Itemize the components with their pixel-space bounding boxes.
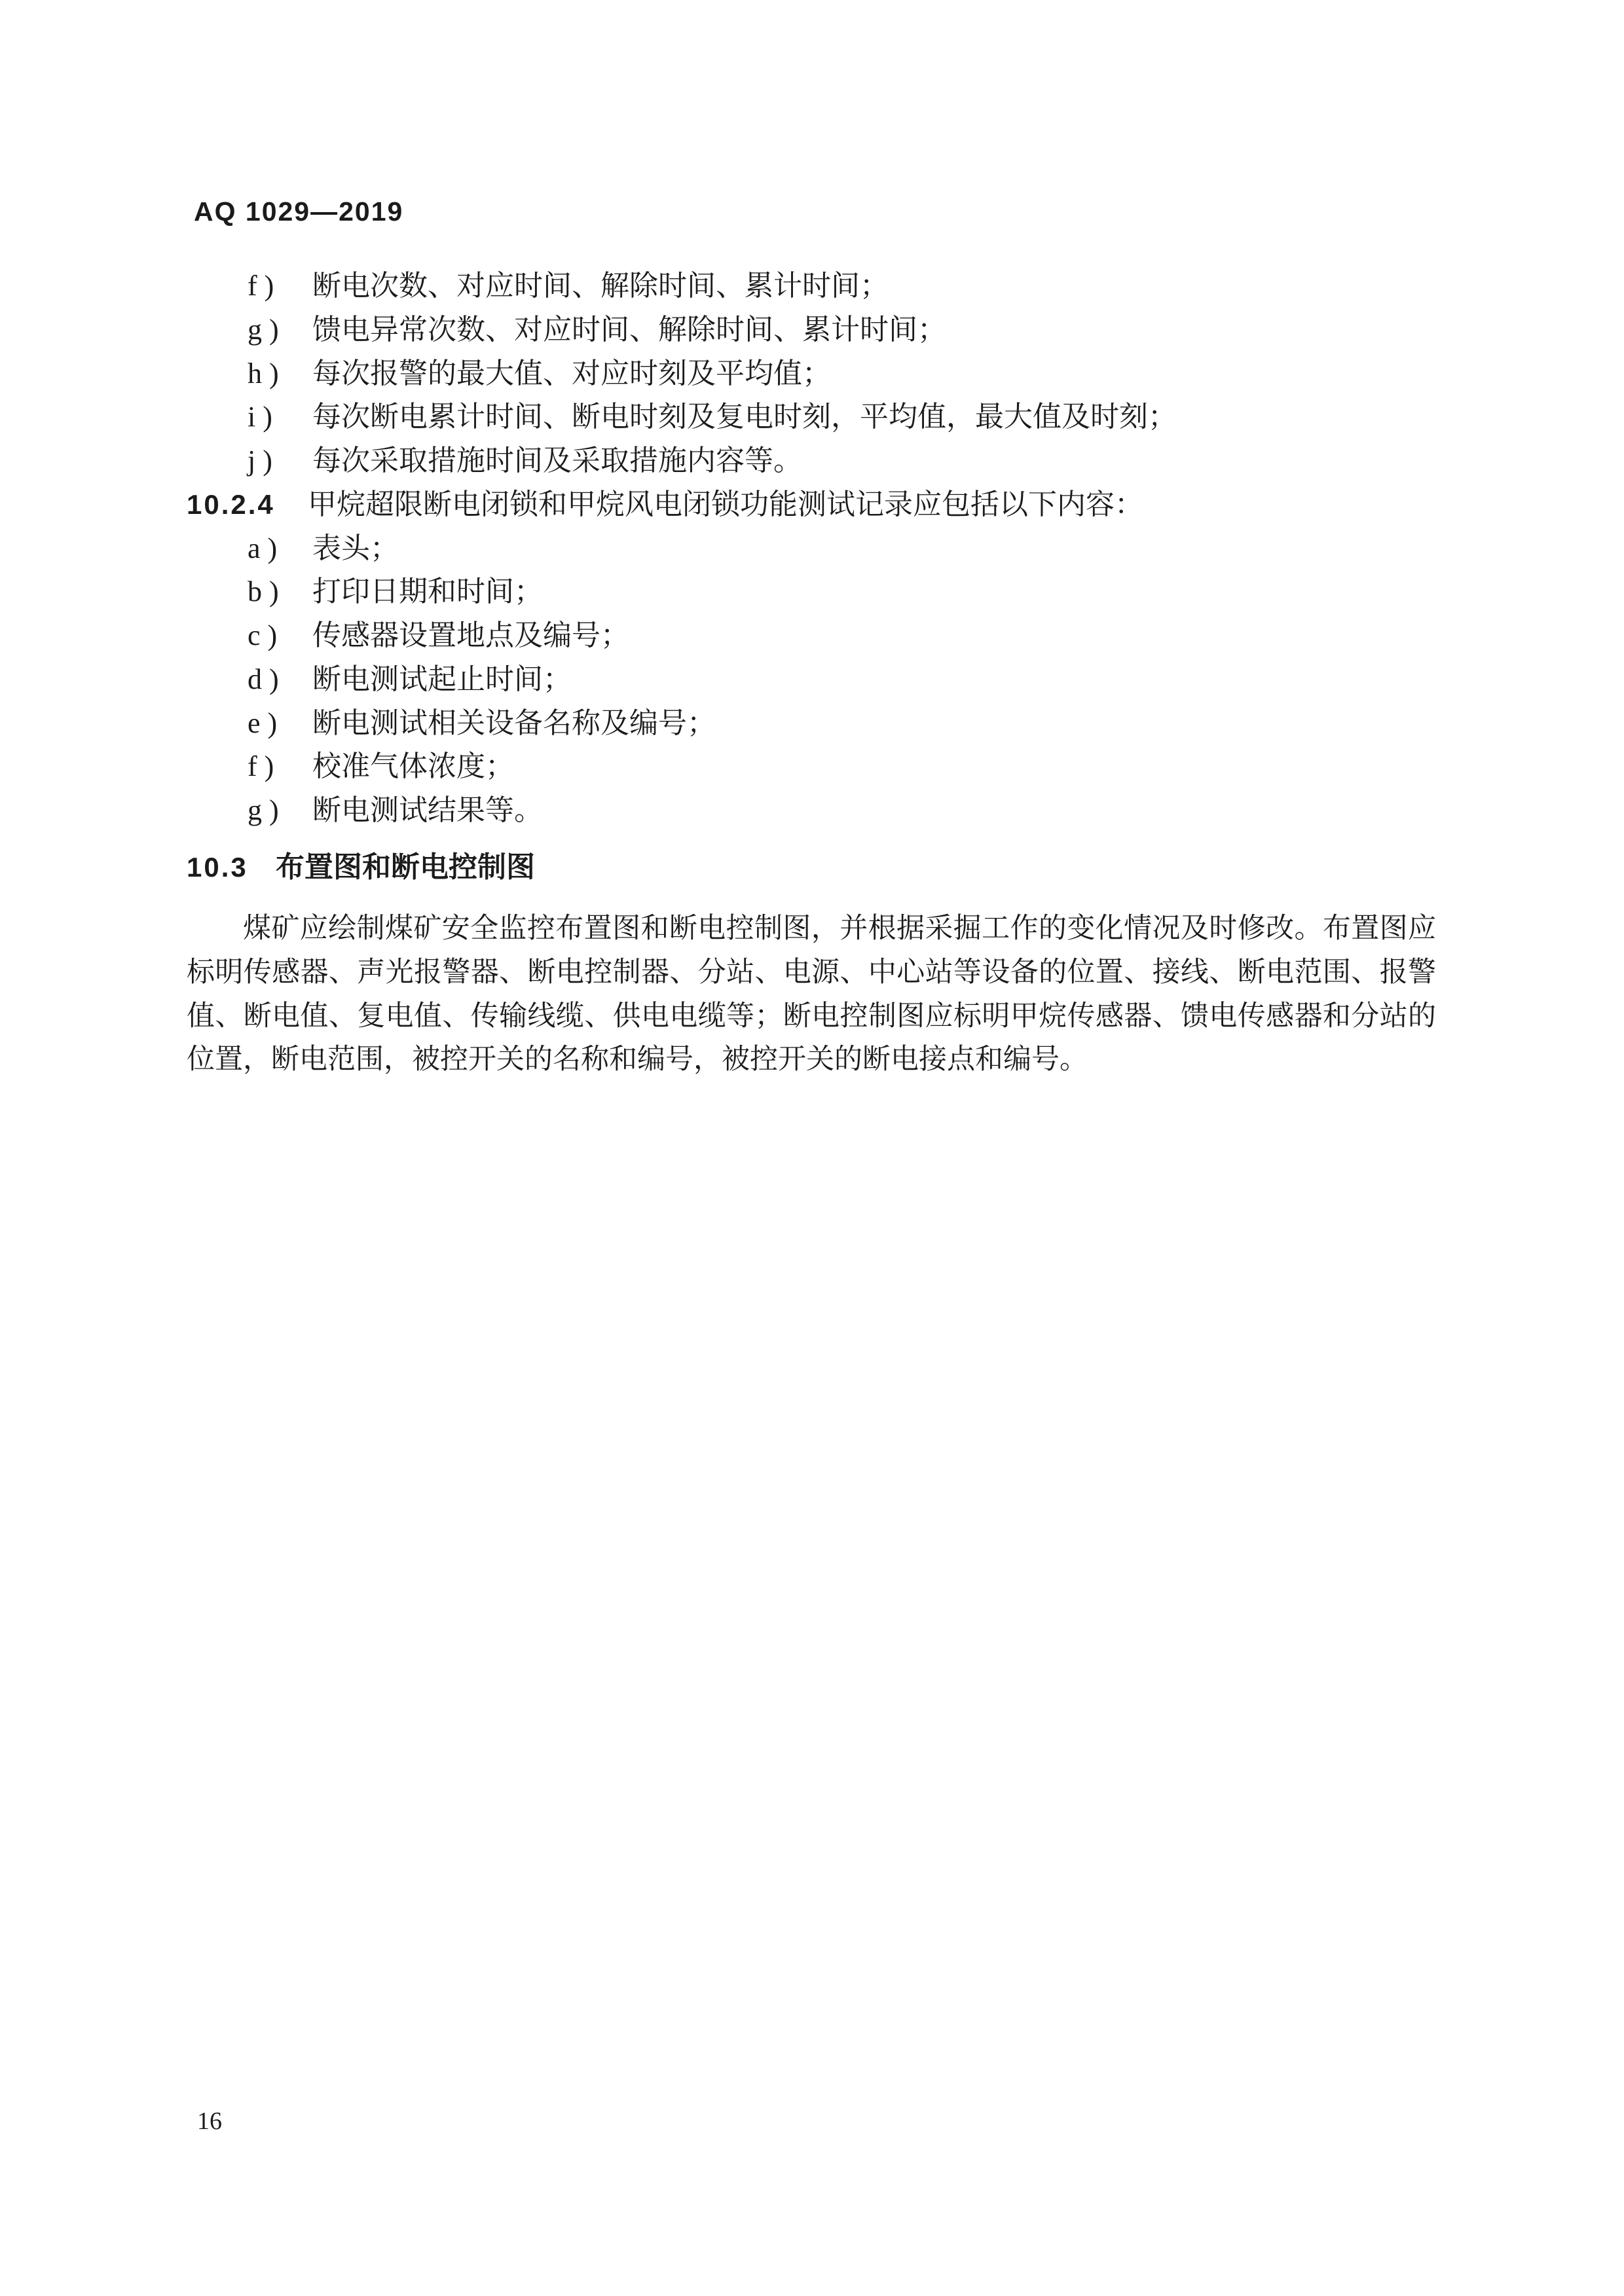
list-item-text: 每次断电累计时间、断电时刻及复电时刻，平均值，最大值及时刻； [312, 401, 1177, 433]
list-item-text: 传感器设置地点及编号； [312, 619, 629, 651]
list-item-label: a ) [248, 532, 278, 564]
list-item-text: 校准气体浓度； [312, 750, 514, 783]
list-item [187, 658, 1436, 702]
list-item-label: j ) [248, 445, 272, 477]
list-item [187, 745, 1436, 789]
list-item-text: 馈电异常次数、对应时间、解除时间、累计时间； [312, 313, 946, 346]
list-item [187, 527, 1436, 571]
content-block [187, 264, 1436, 833]
doc-code-header: AQ 1029—2019 [194, 196, 404, 227]
list-item-text: 断电测试相关设备名称及编号； [312, 706, 716, 739]
list-item-text: 断电次数、对应时间、解除时间、累计时间； [312, 270, 889, 302]
list-item-label: h ) [248, 357, 279, 390]
list-item [187, 789, 1436, 833]
list-item-label: d ) [248, 663, 279, 695]
list-item-text: 每次报警的最大值、对应时刻及平均值； [312, 357, 831, 390]
section-paragraph: 煤矿应绘制煤矿安全监控布置图和断电控制图，并根据采掘工作的变化情况及时修改。布置图应标明传感器、声光报警器、断电控制器、分站、电源、中心站等设备的位置、接线、断电范围、报警值、断电值、复电值、传输线缆、供电电缆等；断电控制图应标明甲烷传感器、馈电传感器和分站的位置，断电范围，被控开关的名称和编号，被控开关的断电接点和编号。 [187, 913, 1436, 1076]
clause-number: 10.2.4 [187, 488, 275, 520]
list-item [187, 614, 1436, 658]
list-item [187, 308, 1436, 352]
list-item-label: f ) [248, 750, 274, 783]
clause-text: 甲烷超限断电闭锁和甲烷风电闭锁功能测试记录应包括以下内容： [308, 488, 1143, 520]
list-item-label: i ) [248, 401, 272, 433]
section-title: 布置图和断电控制图 [276, 851, 535, 883]
list-item-label: b ) [248, 575, 279, 608]
clause-10-2-4 [187, 483, 1436, 527]
list-item-text: 表头； [312, 532, 399, 564]
list-item [187, 395, 1436, 439]
list-item-text: 断电测试起止时间； [312, 663, 572, 695]
list-item-label: e ) [248, 706, 278, 739]
list-item [187, 702, 1436, 746]
list-item-text: 断电测试结果等。 [312, 794, 543, 826]
list-item-label: g ) [248, 313, 279, 346]
list-item-label: c ) [248, 619, 278, 651]
list-item [187, 264, 1436, 308]
list-item-label: g ) [248, 794, 279, 826]
list-item-label: f ) [248, 270, 274, 302]
list-item-text: 打印日期和时间； [312, 575, 543, 608]
list-item [187, 570, 1436, 614]
list-item [187, 439, 1436, 483]
list-item [187, 352, 1436, 396]
section-heading-10-3 [187, 845, 535, 889]
page-number: 16 [197, 2107, 222, 2135]
section-number: 10.3 [187, 852, 248, 883]
list-item-text: 每次采取措施时间及采取措施内容等。 [312, 445, 802, 477]
